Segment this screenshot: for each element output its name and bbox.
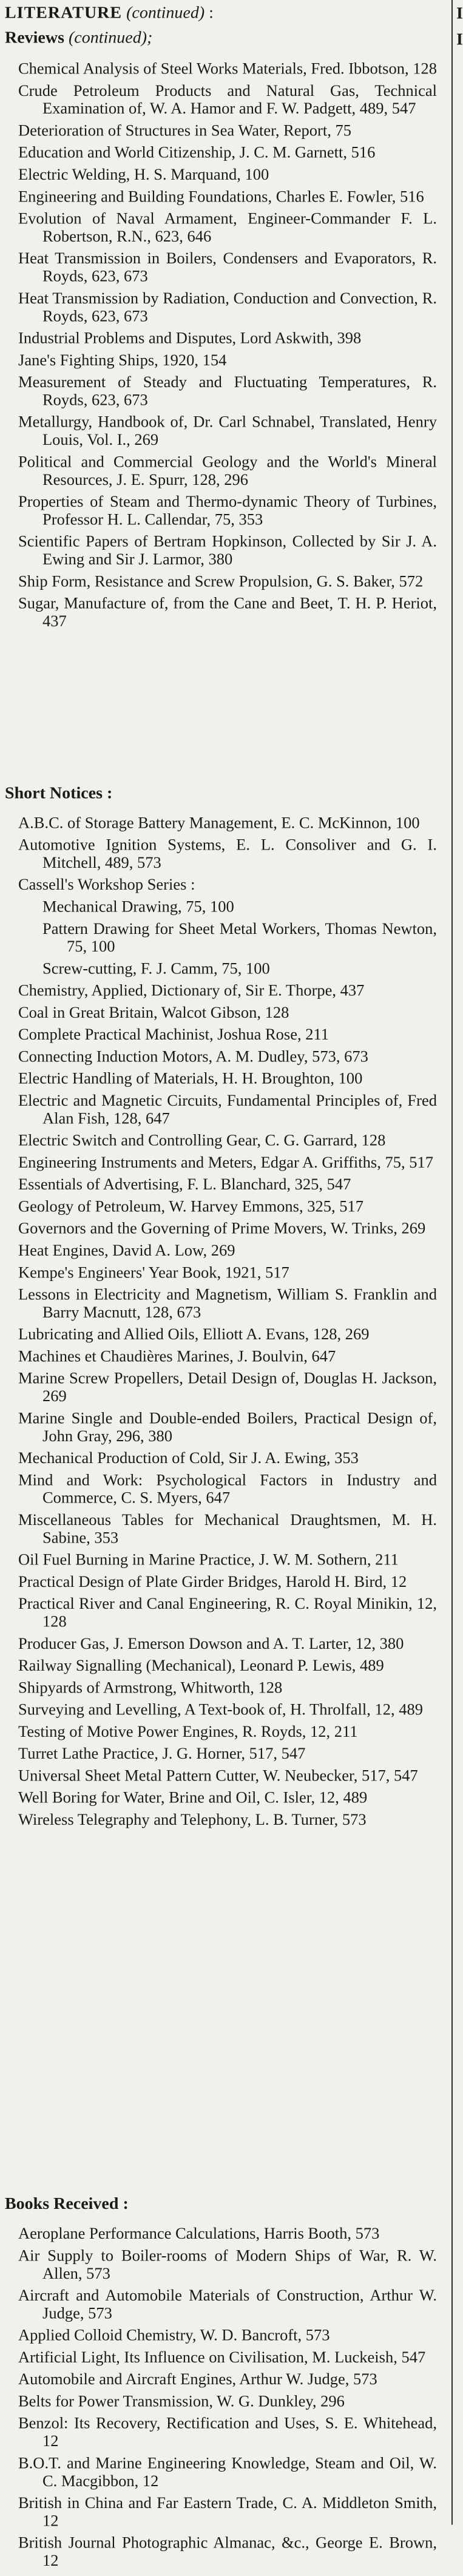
index-entry: Oil Fuel Burning in Marine Practice, J. W. M. Sothern, 211: [18, 1550, 399, 1569]
index-entry: Automotive Ignition Systems, E. L. Consoliver and G. I. Mitchell, 489, 573: [18, 836, 437, 871]
index-entry: A.B.C. of Storage Battery Management, E. C. McKinnon, 100: [18, 813, 420, 832]
index-entry: Universal Sheet Metal Pattern Cutter, W. Neubecker, 517, 547: [18, 1766, 418, 1785]
page-title: LITERATURE: [5, 3, 123, 22]
index-entry: Benzol: Its Recovery, Rectification and Uses, S. E. Whitehead, 12: [18, 2414, 437, 2450]
index-entry: Governors and the Governing of Prime Movers, W. Trinks, 269: [18, 1219, 426, 1237]
index-entry: Jane's Fighting Ships, 1920, 154: [18, 351, 227, 369]
index-entry: Artificial Light, Its Influence on Civilisation, M. Luckeish, 547: [18, 2348, 426, 2366]
index-entry: Practical River and Canal Engineering, R. C. Royal Minikin, 12, 128: [18, 1594, 437, 1631]
index-entry: Marine Screw Propellers, Detail Design of, Douglas H. Jackson, 269: [18, 1369, 437, 1405]
page-title-continued: (continued): [126, 3, 205, 22]
index-entry: Chemical Analysis of Steel Works Materials, Fred. Ibbotson, 128: [18, 59, 437, 78]
index-entry: Producer Gas, J. Emerson Dowson and A. T. Larter, 12, 380: [18, 1634, 404, 1652]
index-entry: Machines et Chaudières Marines, J. Boulvin, 647: [18, 1347, 336, 1365]
index-entry: Well Boring for Water, Brine and Oil, C. Isler, 12, 489: [18, 1788, 368, 1807]
short-notices-heading: [5, 784, 442, 803]
index-entry: Air Supply to Boiler-rooms of Modern Ships of War, R. W. Allen, 573: [18, 2246, 437, 2282]
index-entry: Wireless Telegraphy and Telephony, L. B. Turner, 573: [18, 1810, 367, 1828]
index-entry: Applied Colloid Chemistry, W. D. Bancroft, 573: [18, 2326, 330, 2344]
reviews-list: [0, 59, 451, 634]
index-entry: Mechanical Production of Cold, Sir J. A. Ewing, 353: [18, 1449, 359, 1467]
index-entry: Education and World Citizenship, J. C. M. Garnett, 516: [18, 143, 376, 161]
index-entry: Electric Handling of Materials, H. H. Broughton, 100: [18, 1069, 363, 1087]
index-entry: Measurement of Steady and Fluctuating Temperatures, R. Royds, 623, 673: [18, 373, 437, 409]
short-notices-heading-label: Short Notices: [5, 783, 103, 803]
index-entry: Heat Transmission by Radiation, Conduction and Convection, R. Royds, 623, 673: [18, 289, 437, 325]
index-entry: Engineering and Building Foundations, Charles E. Fowler, 516: [18, 187, 424, 206]
index-entry: Heat Transmission in Boilers, Condensers and Evaporators, R. Royds, 623, 673: [18, 249, 437, 285]
index-entry: Belts for Power Transmission, W. G. Dunkley, 296: [18, 2392, 345, 2410]
index-entry: Shipyards of Armstrong, Whitworth, 128: [18, 1678, 283, 1697]
index-entry: Scientific Papers of Bertram Hopkinson, Collected by Sir J. A. Ewing and Sir J. Larmor, 380: [18, 532, 437, 568]
index-entry: Evolution of Naval Armament, Engineer-Commander F. L. Robertson, R.N., 623, 646: [18, 209, 437, 245]
books-received-heading-label: Books Received: [5, 2194, 119, 2213]
index-entry: B.O.T. and Marine Engineering Knowledge, Steam and Oil, W. C. Macgibbon, 12: [18, 2453, 437, 2490]
index-entry: Ship Form, Resistance and Screw Propulsion, G. S. Baker, 572: [18, 572, 424, 590]
page-title-colon: :: [209, 3, 214, 22]
books-received-heading-colon: :: [123, 2194, 129, 2213]
index-entry: Testing of Motive Power Engines, R. Royds, 12, 211: [18, 1722, 358, 1740]
index-entry: Geology of Petroleum, W. Harvey Emmons, 325, 517: [18, 1197, 363, 1215]
page-header: [5, 4, 448, 22]
index-entry: Industrial Problems and Disputes, Lord Askwith, 398: [18, 328, 362, 347]
index-entry: Heat Engines, David A. Low, 269: [18, 1241, 235, 1259]
right-column-letter: I: [456, 30, 463, 49]
reviews-heading: [5, 29, 442, 47]
index-entry: Deterioration of Structures in Sea Water, Report, 75: [18, 121, 351, 140]
index-entry: Complete Practical Machinist, Joshua Rose, 211: [18, 1025, 330, 1044]
index-entry: Metallurgy, Handbook of, Dr. Carl Schnabel, Translated, Henry Louis, Vol. I., 269: [18, 413, 437, 448]
index-entry: Aircraft and Automobile Materials of Construction, Arthur W. Judge, 573: [18, 2286, 437, 2322]
index-entry: Lubricating and Allied Oils, Elliott A. Evans, 128, 269: [18, 1325, 370, 1344]
reviews-heading-continued: (continued);: [68, 29, 153, 47]
index-entry: Turret Lathe Practice, J. G. Horner, 517, 547: [18, 1744, 306, 1763]
index-entry: Lessons in Electricity and Magnetism, William S. Franklin and Barry Macnutt, 128, 673: [18, 1285, 437, 1321]
index-entry: Electric Welding, H. S. Marquand, 100: [18, 165, 269, 183]
short-notices-list: [0, 814, 451, 1833]
index-subentry: Pattern Drawing for Sheet Metal Workers, Thomas Newton, 75, 100: [42, 919, 437, 956]
index-entry: Mind and Work: Psychological Factors in Industry and Commerce, C. S. Myers, 647: [18, 1470, 437, 1507]
index-entry: Electric and Magnetic Circuits, Fundamental Principles of, Fred Alan Fish, 128, 647: [18, 1091, 437, 1127]
index-entry: Crude Petroleum Products and Natural Gas, Technical Examination of, W. A. Hamor and F. W. Padgett, 489, 547: [18, 81, 437, 118]
reviews-heading-label: Reviews: [5, 29, 64, 47]
index-entry: Connecting Induction Motors, A. M. Dudley, 573, 673: [18, 1047, 368, 1066]
index-entry: Essentials of Advertising, F. L. Blanchard, 325, 547: [18, 1175, 351, 1194]
short-notices-heading-colon: :: [106, 783, 113, 803]
index-entry: Properties of Steam and Thermo-dynamic Theory of Turbines, Professor H. L. Callendar, 75, 353: [18, 492, 437, 529]
cassell-series-heading: Cassell's Workshop Series :: [18, 875, 195, 894]
right-column-letter: I: [456, 4, 463, 23]
column-divider: [451, 0, 453, 2525]
index-entry: Political and Commercial Geology and the World's Mineral Resources, J. E. Spurr, 128, 296: [18, 452, 437, 488]
index-entry: Kempe's Engineers' Year Book, 1921, 517: [18, 1263, 289, 1282]
index-subentry: Mechanical Drawing, 75, 100: [42, 897, 234, 916]
index-entry: Sugar, Manufacture of, from the Cane and Beet, T. H. P. Heriot, 437: [18, 594, 437, 630]
books-received-list: [0, 2225, 451, 2574]
index-entry: Miscellaneous Tables for Mechanical Draughtsmen, M. H. Sabine, 353: [18, 1510, 437, 1547]
index-entry: Engineering Instruments and Meters, Edgar A. Griffiths, 75, 517: [18, 1153, 433, 1171]
index-entry: Coal in Great Britain, Walcot Gibson, 128: [18, 1003, 289, 1021]
index-entry: Railway Signalling (Mechanical), Leonard P. Lewis, 489: [18, 1656, 384, 1674]
index-entry: Marine Single and Double-ended Boilers, Practical Design of, John Gray, 296, 380: [18, 1408, 437, 1445]
index-entry: British Journal Photographic Almanac, &c., George E. Brown, 12: [18, 2534, 437, 2570]
index-entry: Practical Design of Plate Girder Bridges, Harold H. Bird, 12: [18, 1572, 407, 1591]
index-entry: Chemistry, Applied, Dictionary of, Sir E. Thorpe, 437: [18, 981, 365, 999]
index-entry: Electric Switch and Controlling Gear, C. G. Garrard, 128: [18, 1131, 386, 1149]
index-entry: British in China and Far Eastern Trade, C. A. Middleton Smith, 12: [18, 2493, 437, 2530]
index-entry: Automobile and Aircraft Engines, Arthur W. Judge, 573: [18, 2370, 377, 2388]
books-received-heading: [5, 2195, 442, 2214]
index-entry: Surveying and Levelling, A Text-book of, H. Throlfall, 12, 489: [18, 1700, 423, 1719]
index-entry: Aeroplane Performance Calculations, Harris Booth, 573: [18, 2224, 380, 2242]
index-subentry: Screw-cutting, F. J. Camm, 75, 100: [42, 959, 270, 978]
